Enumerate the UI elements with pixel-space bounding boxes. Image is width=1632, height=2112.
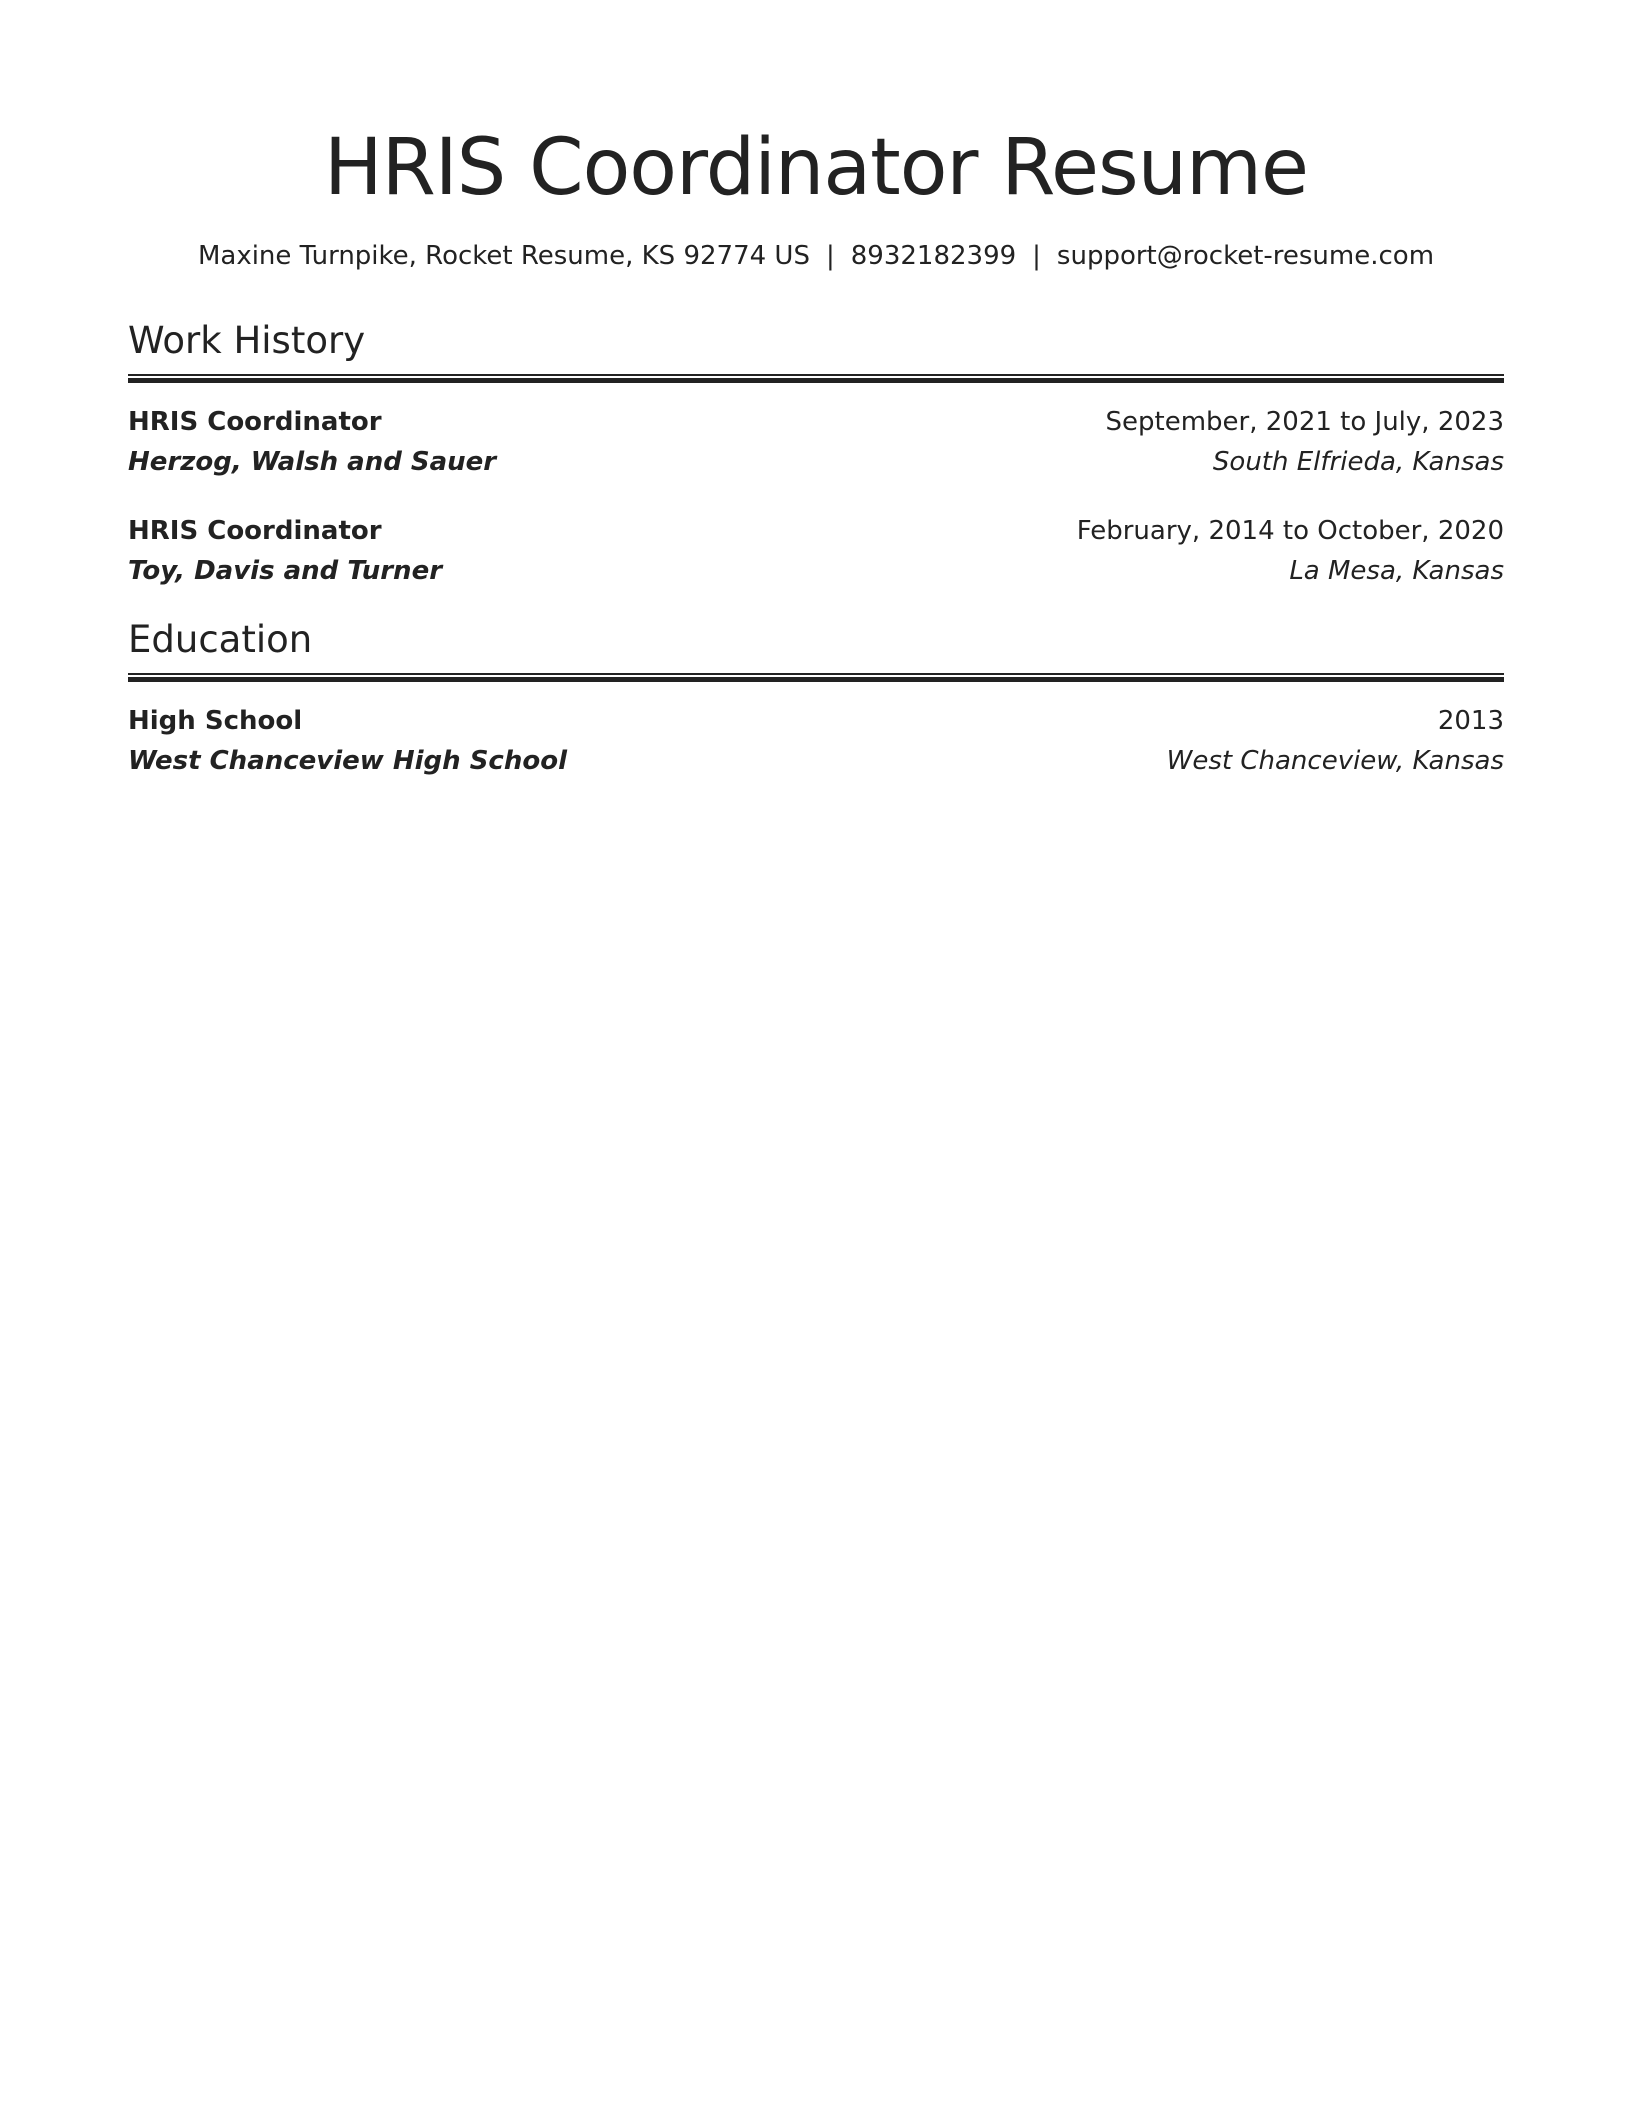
section-divider: [128, 374, 1504, 383]
work-entry-header: [128, 511, 1504, 551]
contact-separator: |: [1032, 241, 1041, 271]
job-location: La Mesa, Kansas: [1289, 556, 1504, 586]
work-entry-header: [128, 402, 1504, 442]
job-title: HRIS Coordinator: [128, 407, 382, 437]
contact-email[interactable]: support@rocket-resume.com: [1056, 241, 1435, 271]
education-entry-header: [128, 701, 1504, 741]
resume-title: HRIS Coordinator Resume: [323, 123, 1309, 213]
job-location: South Elfrieda, Kansas: [1212, 447, 1504, 477]
job-title: HRIS Coordinator: [128, 516, 382, 546]
company-name: Toy, Davis and Turner: [128, 556, 443, 586]
degree-name: High School: [128, 706, 303, 736]
company-name: Herzog, Walsh and Sauer: [128, 447, 497, 477]
contact-address: Maxine Turnpike, Rocket Resume, KS 92774 US: [197, 241, 810, 271]
school-location: West Chanceview, Kansas: [1166, 746, 1504, 776]
section-title-education: Education: [128, 618, 313, 661]
section-title-work-history: Work History: [128, 319, 366, 362]
job-dates: September, 2021 to July, 2023: [1105, 407, 1504, 437]
job-dates: February, 2014 to October, 2020: [1076, 516, 1504, 546]
section-divider: [128, 673, 1504, 682]
school-name: West Chanceview High School: [128, 746, 567, 776]
work-entry-subheader: [128, 551, 1504, 591]
contact-line: [128, 238, 1504, 274]
education-entry-subheader: [128, 741, 1504, 781]
graduation-year: 2013: [1437, 706, 1504, 736]
contact-phone: 8932182399: [850, 241, 1017, 271]
work-entry-subheader: [128, 442, 1504, 482]
contact-separator: |: [825, 241, 835, 271]
